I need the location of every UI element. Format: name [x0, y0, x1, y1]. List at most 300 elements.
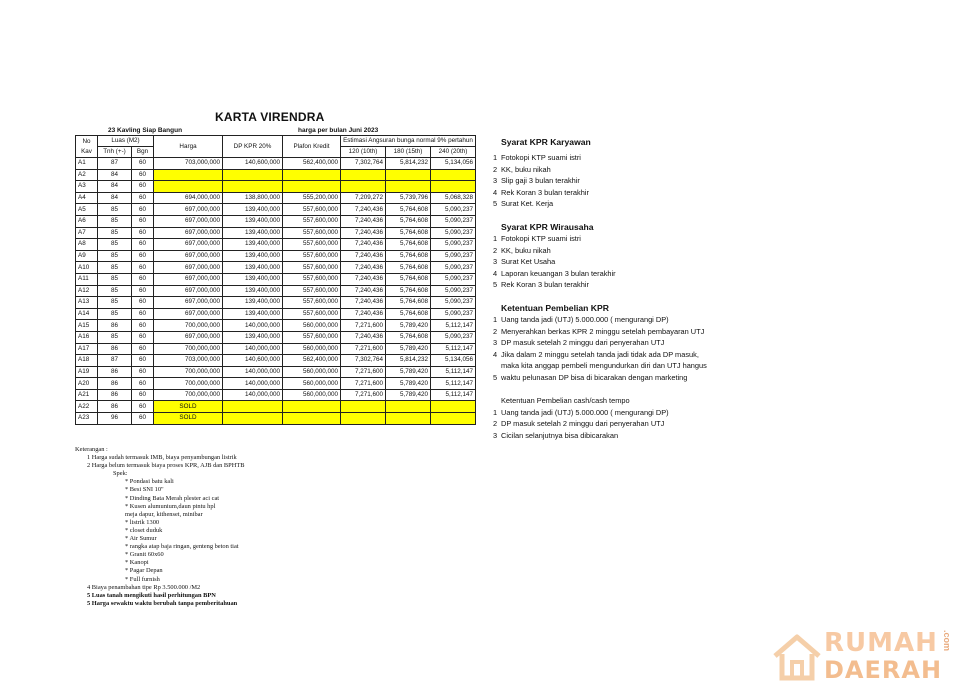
cell-bgn: 60	[132, 273, 154, 285]
spek-item: * listrik 1300	[125, 518, 160, 526]
table-row	[76, 331, 476, 343]
cell-bgn: 60	[132, 355, 154, 367]
karyawan-heading: Syarat KPR Karyawan	[501, 137, 591, 147]
table-row	[76, 215, 476, 227]
cell-no: A14	[76, 308, 98, 320]
cell-bgn: 60	[132, 320, 154, 332]
header-bgn: Bgn	[132, 147, 154, 158]
list-item-number: 1	[493, 407, 498, 417]
cell-dp: 140,000,000	[223, 343, 283, 355]
cell-bgn: 60	[132, 297, 154, 309]
cell-dp: 139,400,000	[223, 285, 283, 297]
list-item	[493, 418, 669, 430]
cell-harga: 697,000,000	[154, 204, 223, 216]
cell-120	[341, 181, 386, 193]
cell-plafon: 555,200,000	[283, 192, 341, 204]
cell-dp: 140,600,000	[223, 158, 283, 170]
cell-harga: SOLD	[154, 401, 223, 413]
cell-dp: 139,400,000	[223, 227, 283, 239]
cell-tnh: 96	[98, 413, 132, 425]
list-item	[493, 187, 591, 199]
syarat-karyawan	[493, 136, 591, 210]
notes-heading: Keterangan :	[75, 446, 108, 453]
cell-120: 7,209,272	[341, 192, 386, 204]
cell-180	[386, 413, 431, 425]
cell-120: 7,271,600	[341, 343, 386, 355]
watermark-dotcom: .com	[942, 630, 952, 652]
cell-bgn: 60	[132, 169, 154, 181]
cell-plafon: 560,000,000	[283, 320, 341, 332]
list-item-text: Menyerahkan berkas KPR 2 minggu setelah pembayaran UTJ	[501, 326, 705, 336]
cell-dp: 139,400,000	[223, 239, 283, 251]
spek-item: * Pagar Depan	[125, 567, 163, 575]
ketentuan-kpr-heading: Ketentuan Pembelian KPR	[501, 303, 609, 313]
list-item	[493, 407, 669, 419]
header-dp: DP KPR 20%	[223, 136, 283, 158]
cell-dp: 140,000,000	[223, 366, 283, 378]
list-item-number: 5	[493, 199, 498, 209]
cell-240: 5,090,237	[431, 273, 476, 285]
cell-180	[386, 181, 431, 193]
cell-no: A5	[76, 204, 98, 216]
cell-bgn: 60	[132, 204, 154, 216]
list-item-text: DP masuk setelah 2 minggu dari penyerahan UTJ	[501, 338, 665, 348]
cell-tnh: 86	[98, 378, 132, 390]
note-2: 2 Harga belum termasuk biaya proses KPR, AJB dan BPHTB	[87, 462, 245, 470]
spek-item: * Kanopi	[125, 559, 149, 567]
cell-120: 7,240,436	[341, 297, 386, 309]
list-item	[493, 430, 669, 442]
cell-tnh: 87	[98, 355, 132, 367]
cell-harga: 700,000,000	[154, 366, 223, 378]
cell-plafon: 557,600,000	[283, 227, 341, 239]
note-5a: 5 Luas tanah mengikuti hasil perhitungan BPN	[87, 591, 216, 599]
watermark-logo	[772, 626, 972, 686]
list-item-number: 2	[493, 245, 498, 255]
cell-180: 5,764,608	[386, 285, 431, 297]
cell-harga: 694,000,000	[154, 192, 223, 204]
cell-120	[341, 169, 386, 181]
cell-180: 5,764,608	[386, 308, 431, 320]
table-row	[76, 181, 476, 193]
spek-item: * Granit 60x60	[125, 551, 164, 559]
cell-180: 5,764,608	[386, 297, 431, 309]
cell-harga	[154, 169, 223, 181]
list-item-text: Jika dalam 2 minggu setelah tanda jadi tidak ada DP masuk,	[501, 349, 699, 359]
list-item-text: maka kita anggap pembeli mengundurkan diri dan UTJ hangus	[501, 361, 707, 371]
list-item	[493, 314, 707, 326]
spek-item: * Full furnish	[125, 575, 160, 583]
cell-120: 7,240,436	[341, 250, 386, 262]
watermark-line2: DAERAH	[824, 656, 943, 684]
cell-120: 7,240,436	[341, 204, 386, 216]
cell-no: A4	[76, 192, 98, 204]
cell-harga: 700,000,000	[154, 389, 223, 401]
cell-no: A8	[76, 239, 98, 251]
cell-dp: 139,400,000	[223, 273, 283, 285]
cell-bgn: 60	[132, 378, 154, 390]
cell-dp	[223, 413, 283, 425]
cell-bgn: 60	[132, 366, 154, 378]
cell-no: A22	[76, 401, 98, 413]
list-item-text: DP masuk setelah 2 minggu dari penyerahan UTJ	[501, 419, 665, 429]
cell-harga: 703,000,000	[154, 158, 223, 170]
list-item-number: 1	[493, 315, 498, 324]
header-luas: Luas (M2)	[98, 136, 154, 147]
list-item-number: 3	[493, 257, 498, 267]
table-row	[76, 285, 476, 297]
cell-no: A21	[76, 389, 98, 401]
cell-bgn: 60	[132, 181, 154, 193]
cell-180: 5,764,608	[386, 239, 431, 251]
cell-180	[386, 401, 431, 413]
table-row	[76, 401, 476, 413]
list-item	[493, 245, 616, 257]
cell-240: 5,090,237	[431, 250, 476, 262]
list-item-number: 1	[493, 153, 498, 162]
cell-no: A10	[76, 262, 98, 274]
cell-120: 7,240,436	[341, 285, 386, 297]
table-row	[76, 227, 476, 239]
cell-180: 5,739,796	[386, 192, 431, 204]
spek-item: * Air Sumur	[125, 535, 157, 543]
cell-no: A12	[76, 285, 98, 297]
cell-tnh: 85	[98, 215, 132, 227]
cell-240: 5,134,056	[431, 158, 476, 170]
cell-tnh: 86	[98, 401, 132, 413]
list-item	[493, 152, 591, 164]
cell-dp: 139,400,000	[223, 331, 283, 343]
cell-no: A7	[76, 227, 98, 239]
spek-item: * closet duduk	[125, 526, 163, 534]
cell-tnh: 86	[98, 343, 132, 355]
cell-240: 5,112,147	[431, 343, 476, 355]
cell-bgn: 60	[132, 413, 154, 425]
table-row	[76, 343, 476, 355]
cell-no: A19	[76, 366, 98, 378]
cell-bgn: 60	[132, 250, 154, 262]
cell-tnh: 85	[98, 250, 132, 262]
list-item-text: Uang tanda jadi (UTJ) 5.000.000 ( mengurangi DP)	[501, 407, 669, 417]
table-row	[76, 366, 476, 378]
cell-plafon: 562,400,000	[283, 355, 341, 367]
list-item-number: 2	[493, 164, 498, 174]
cell-180: 5,814,232	[386, 158, 431, 170]
table-row	[76, 413, 476, 425]
list-item	[493, 337, 707, 349]
cell-plafon: 557,600,000	[283, 273, 341, 285]
cell-plafon: 557,600,000	[283, 262, 341, 274]
cell-120: 7,271,600	[341, 378, 386, 390]
list-item-text: Slip gaji 3 bulan terakhir	[501, 176, 580, 186]
cell-bgn: 60	[132, 331, 154, 343]
cell-120: 7,302,764	[341, 355, 386, 367]
list-item-text: KK, buku nikah	[501, 164, 551, 174]
spek-item: meja dapur, kithenset, minibar	[125, 510, 203, 518]
cell-dp	[223, 169, 283, 181]
cell-bgn: 60	[132, 158, 154, 170]
cell-plafon: 557,600,000	[283, 204, 341, 216]
page-title: KARTA VIRENDRA	[215, 110, 325, 124]
cell-tnh: 85	[98, 285, 132, 297]
cell-no: A9	[76, 250, 98, 262]
cell-no: A18	[76, 355, 98, 367]
subtitle-kavling: 23 Kavling Siap Bangun	[108, 127, 183, 134]
cell-180	[386, 169, 431, 181]
table-row	[76, 158, 476, 170]
cell-240	[431, 181, 476, 193]
cell-harga: SOLD	[154, 413, 223, 425]
cell-240: 5,134,056	[431, 355, 476, 367]
cell-harga: 697,000,000	[154, 239, 223, 251]
list-item-text: Cicilan selanjutnya bisa dibicarakan	[501, 430, 619, 440]
cell-dp: 140,000,000	[223, 378, 283, 390]
cell-120: 7,271,600	[341, 389, 386, 401]
note-4: 4 Biaya penambahan tipe Rp 3.500.000 /M2	[87, 583, 201, 591]
cell-120: 7,240,436	[341, 239, 386, 251]
cell-bgn: 60	[132, 285, 154, 297]
header-180: 180 (15th)	[386, 147, 431, 158]
cell-harga: 697,000,000	[154, 285, 223, 297]
notes-section	[75, 446, 245, 608]
spek-item: * Dinding Bata Merah plester aci cat	[125, 494, 220, 502]
ketentuan-kpr	[493, 302, 707, 384]
cell-dp: 139,400,000	[223, 215, 283, 227]
cell-bgn: 60	[132, 215, 154, 227]
spek-label: Spek:	[113, 470, 128, 478]
list-item-text: Surat Ket Usaha	[501, 257, 556, 267]
cell-120: 7,240,436	[341, 227, 386, 239]
list-item-number: 1	[493, 234, 498, 243]
list-item	[493, 349, 707, 361]
watermark-line1: RUMAH	[824, 628, 938, 658]
list-item-number: 3	[493, 430, 498, 440]
note-1: 1 Harga sudah termasuk IMB, biaya penyambungan listrik	[87, 454, 237, 462]
header-plafon: Plafon Kredit	[283, 136, 341, 158]
table-row	[76, 239, 476, 251]
cell-no: A3	[76, 181, 98, 193]
cell-tnh: 84	[98, 192, 132, 204]
cell-240: 5,112,147	[431, 320, 476, 332]
cell-harga: 697,000,000	[154, 273, 223, 285]
price-table	[75, 135, 476, 425]
cell-120	[341, 401, 386, 413]
cell-180: 5,764,608	[386, 204, 431, 216]
cell-tnh: 86	[98, 389, 132, 401]
cell-tnh: 85	[98, 227, 132, 239]
cell-180: 5,789,420	[386, 343, 431, 355]
spek-list	[75, 478, 245, 583]
cell-tnh: 84	[98, 169, 132, 181]
header-harga: Harga	[154, 136, 223, 158]
cell-no: A11	[76, 273, 98, 285]
ketentuan-cash-heading: Ketentuan Pembelian cash/cash tempo	[501, 396, 630, 405]
note-5b: 5 Harga sewaktu waktu berubah tanpa pemberitahuan	[87, 599, 238, 607]
cell-240: 5,090,237	[431, 239, 476, 251]
cell-no: A6	[76, 215, 98, 227]
list-item	[493, 164, 591, 176]
cell-120: 7,302,764	[341, 158, 386, 170]
cell-180: 5,764,608	[386, 273, 431, 285]
list-item-text: Laporan keuangan 3 bulan terakhir	[501, 268, 616, 278]
cell-harga: 697,000,000	[154, 331, 223, 343]
list-item-number: 3	[493, 338, 498, 348]
cell-240: 5,090,237	[431, 297, 476, 309]
spek-item: * Pondasi batu kali	[125, 478, 174, 486]
cell-tnh: 85	[98, 308, 132, 320]
list-item	[493, 198, 591, 210]
cell-240	[431, 169, 476, 181]
list-item	[493, 268, 616, 280]
cell-tnh: 85	[98, 262, 132, 274]
header-no: No Kav	[76, 136, 98, 158]
cell-plafon: 557,600,000	[283, 308, 341, 320]
cell-dp: 139,400,000	[223, 308, 283, 320]
cell-dp: 140,000,000	[223, 389, 283, 401]
cell-180: 5,789,420	[386, 366, 431, 378]
cell-harga: 703,000,000	[154, 355, 223, 367]
cell-plafon: 557,600,000	[283, 239, 341, 251]
cell-no: A13	[76, 297, 98, 309]
table-row	[76, 169, 476, 181]
list-item-number: 4	[493, 268, 498, 278]
cell-120	[341, 413, 386, 425]
list-item	[493, 360, 707, 372]
cell-240: 5,090,237	[431, 331, 476, 343]
cell-no: A2	[76, 169, 98, 181]
cell-no: A16	[76, 331, 98, 343]
cell-plafon: 562,400,000	[283, 158, 341, 170]
cell-plafon	[283, 401, 341, 413]
list-item-number: 4	[493, 187, 498, 197]
cell-no: A1	[76, 158, 98, 170]
list-item-text: Fotokopi KTP suami istri	[501, 234, 581, 243]
cell-bgn: 60	[132, 262, 154, 274]
cell-harga	[154, 181, 223, 193]
cell-120: 7,240,436	[341, 273, 386, 285]
cell-240: 5,090,237	[431, 262, 476, 274]
cell-180: 5,814,232	[386, 355, 431, 367]
list-item-text: Surat Ket. Kerja	[501, 199, 554, 209]
cell-dp: 138,800,000	[223, 192, 283, 204]
cell-tnh: 86	[98, 366, 132, 378]
list-item	[493, 233, 616, 245]
cell-plafon: 560,000,000	[283, 389, 341, 401]
list-item-text: KK, buku nikah	[501, 245, 551, 255]
cell-120: 7,240,436	[341, 215, 386, 227]
cell-plafon: 557,600,000	[283, 215, 341, 227]
cell-no: A15	[76, 320, 98, 332]
cell-120: 7,240,436	[341, 331, 386, 343]
cell-harga: 697,000,000	[154, 250, 223, 262]
cell-tnh: 85	[98, 239, 132, 251]
cell-180: 5,789,420	[386, 320, 431, 332]
header-240: 240 (20th)	[431, 147, 476, 158]
cell-dp	[223, 401, 283, 413]
spek-item: * rangka atap baja ringan, genteng beton tiat	[125, 543, 239, 551]
list-item	[493, 372, 707, 384]
cell-240: 5,090,237	[431, 215, 476, 227]
cell-tnh: 86	[98, 320, 132, 332]
cell-plafon: 557,600,000	[283, 331, 341, 343]
cell-plafon	[283, 413, 341, 425]
wirausaha-heading: Syarat KPR Wirausaha	[501, 222, 594, 232]
table-row	[76, 262, 476, 274]
header-tnh: Tnh (+-)	[98, 147, 132, 158]
cell-plafon: 557,600,000	[283, 297, 341, 309]
cell-dp: 140,600,000	[223, 355, 283, 367]
cell-bgn: 60	[132, 227, 154, 239]
cell-180: 5,764,608	[386, 250, 431, 262]
cell-180: 5,764,608	[386, 215, 431, 227]
cell-tnh: 85	[98, 273, 132, 285]
house-icon	[772, 632, 822, 682]
cell-harga: 697,000,000	[154, 262, 223, 274]
cell-dp: 139,400,000	[223, 262, 283, 274]
ketentuan-cash	[493, 395, 669, 441]
cell-180: 5,764,608	[386, 262, 431, 274]
table-row	[76, 192, 476, 204]
list-item-number: 5	[493, 372, 498, 382]
table-row	[76, 355, 476, 367]
cell-tnh: 85	[98, 204, 132, 216]
syarat-wirausaha	[493, 221, 616, 291]
cell-dp: 139,400,000	[223, 250, 283, 262]
cell-180: 5,764,608	[386, 227, 431, 239]
cell-240: 5,090,237	[431, 308, 476, 320]
cell-harga: 697,000,000	[154, 215, 223, 227]
cell-240: 5,112,147	[431, 366, 476, 378]
cell-plafon	[283, 169, 341, 181]
cell-120: 7,240,436	[341, 308, 386, 320]
cell-120: 7,240,436	[341, 262, 386, 274]
cell-plafon	[283, 181, 341, 193]
cell-bgn: 60	[132, 401, 154, 413]
cell-tnh: 85	[98, 297, 132, 309]
cell-plafon: 557,600,000	[283, 285, 341, 297]
table-row	[76, 320, 476, 332]
list-item-text: Fotokopi KTP suami istri	[501, 153, 581, 162]
cell-tnh: 87	[98, 158, 132, 170]
cell-240: 5,068,328	[431, 192, 476, 204]
cell-180: 5,764,608	[386, 331, 431, 343]
cell-180: 5,789,420	[386, 389, 431, 401]
cell-dp: 140,000,000	[223, 320, 283, 332]
cell-bgn: 60	[132, 192, 154, 204]
cell-120: 7,271,600	[341, 320, 386, 332]
cell-no: A17	[76, 343, 98, 355]
table-row	[76, 389, 476, 401]
table-row	[76, 204, 476, 216]
cell-plafon: 557,600,000	[283, 250, 341, 262]
table-row	[76, 273, 476, 285]
cell-240: 5,090,237	[431, 204, 476, 216]
cell-bgn: 60	[132, 343, 154, 355]
cell-harga: 700,000,000	[154, 320, 223, 332]
list-item-text: Rek Koran 3 bulan terakhir	[501, 187, 589, 197]
cell-plafon: 560,000,000	[283, 343, 341, 355]
cell-harga: 700,000,000	[154, 378, 223, 390]
table-row	[76, 250, 476, 262]
list-item-number: 4	[493, 349, 498, 359]
table-row	[76, 308, 476, 320]
cell-dp: 139,400,000	[223, 204, 283, 216]
list-item	[493, 175, 591, 187]
list-item	[493, 279, 616, 291]
cell-dp: 139,400,000	[223, 297, 283, 309]
list-item-text: Rek Koran 3 bulan terakhir	[501, 280, 589, 290]
cell-harga: 700,000,000	[154, 343, 223, 355]
